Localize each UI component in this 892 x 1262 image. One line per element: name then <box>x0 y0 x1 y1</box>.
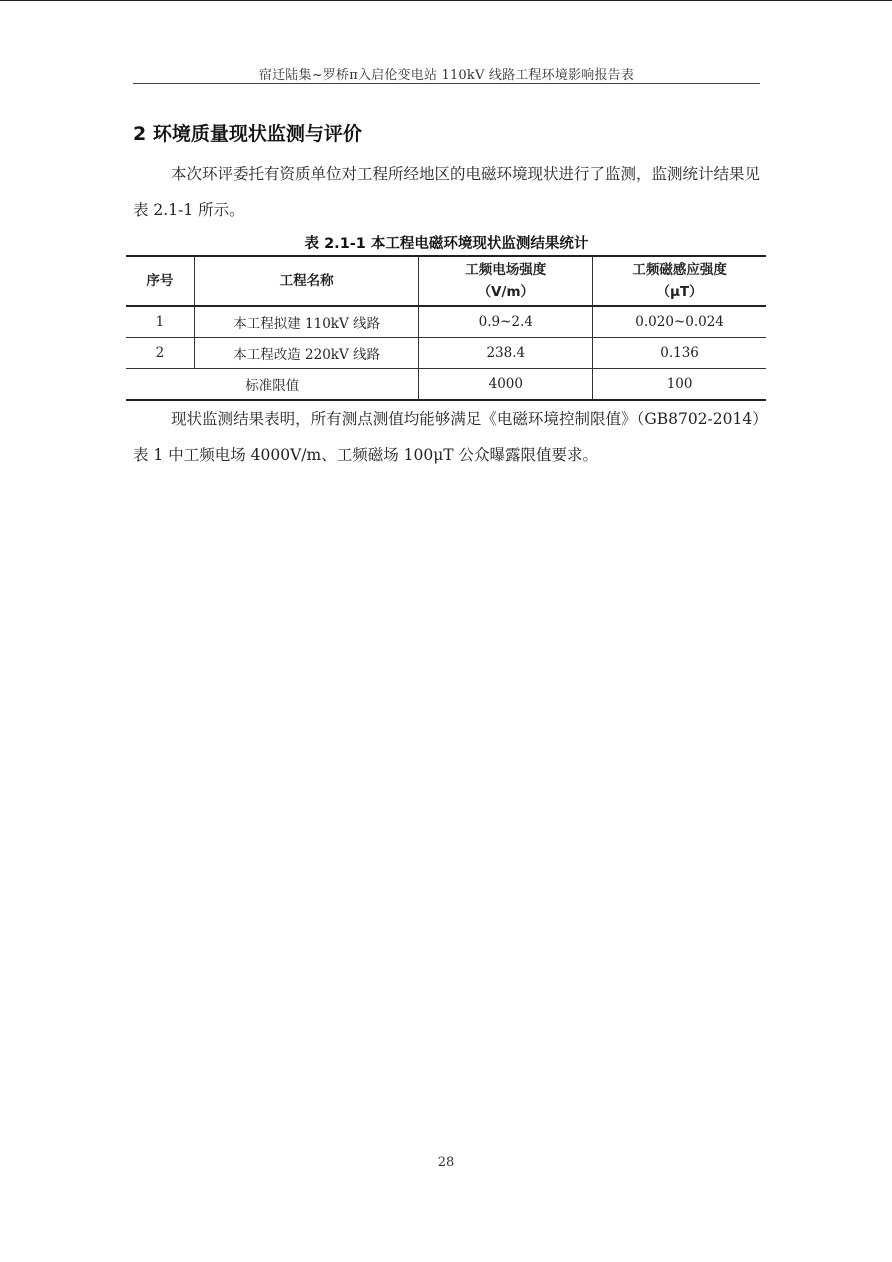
header-efield-unit: （V/m） <box>477 284 535 300</box>
header-mfield <box>593 256 766 306</box>
row-efield: 0.9~2.4 <box>419 306 593 338</box>
limit-efield: 4000 <box>419 369 593 401</box>
row-efield: 238.4 <box>419 338 593 369</box>
table-header-row <box>126 256 766 306</box>
table-caption: 表 2.1-1 本工程电磁环境现状监测结果统计 <box>304 236 589 252</box>
row-name: 本工程拟建 110kV 线路 <box>194 306 419 338</box>
monitoring-results-table <box>126 255 766 401</box>
row-seq: 1 <box>126 306 194 338</box>
row-seq: 2 <box>126 338 194 369</box>
section-title: 2 环境质量现状监测与评价 <box>133 123 362 145</box>
header-efield-label: 工频电场强度 <box>465 262 547 278</box>
header-rule <box>133 83 760 84</box>
running-header: 宿迁陆集~罗桥π入启伦变电站 110kV 线路工程环境影响报告表 <box>258 68 635 83</box>
row-mfield: 0.020~0.024 <box>593 306 766 338</box>
table-row <box>126 306 766 338</box>
row-mfield: 0.136 <box>593 338 766 369</box>
page-number: 28 <box>437 1155 455 1170</box>
intro-paragraph: 本次环评委托有资质单位对工程所经地区的电磁环境现状进行了监测，监测统计结果见表 2.1-1 所示。 <box>133 165 761 219</box>
header-efield <box>419 256 593 306</box>
header-mfield-unit: （μT） <box>656 284 703 300</box>
header-name: 工程名称 <box>194 256 419 306</box>
limit-mfield: 100 <box>593 369 766 401</box>
header-seq: 序号 <box>126 256 194 306</box>
page-top-border <box>0 0 892 1</box>
row-name: 本工程改造 220kV 线路 <box>194 338 419 369</box>
limit-label: 标准限值 <box>126 369 419 401</box>
table-limit-row <box>126 369 766 401</box>
table-row <box>126 338 766 369</box>
header-mfield-label: 工频磁感应强度 <box>632 262 727 278</box>
conclusion-paragraph: 现状监测结果表明，所有测点测值均能够满足《电磁环境控制限值》（GB8702-2014）表 1 中工频电场 4000V/m、工频磁场 100μT 公众曝露限值要求。 <box>133 410 760 464</box>
